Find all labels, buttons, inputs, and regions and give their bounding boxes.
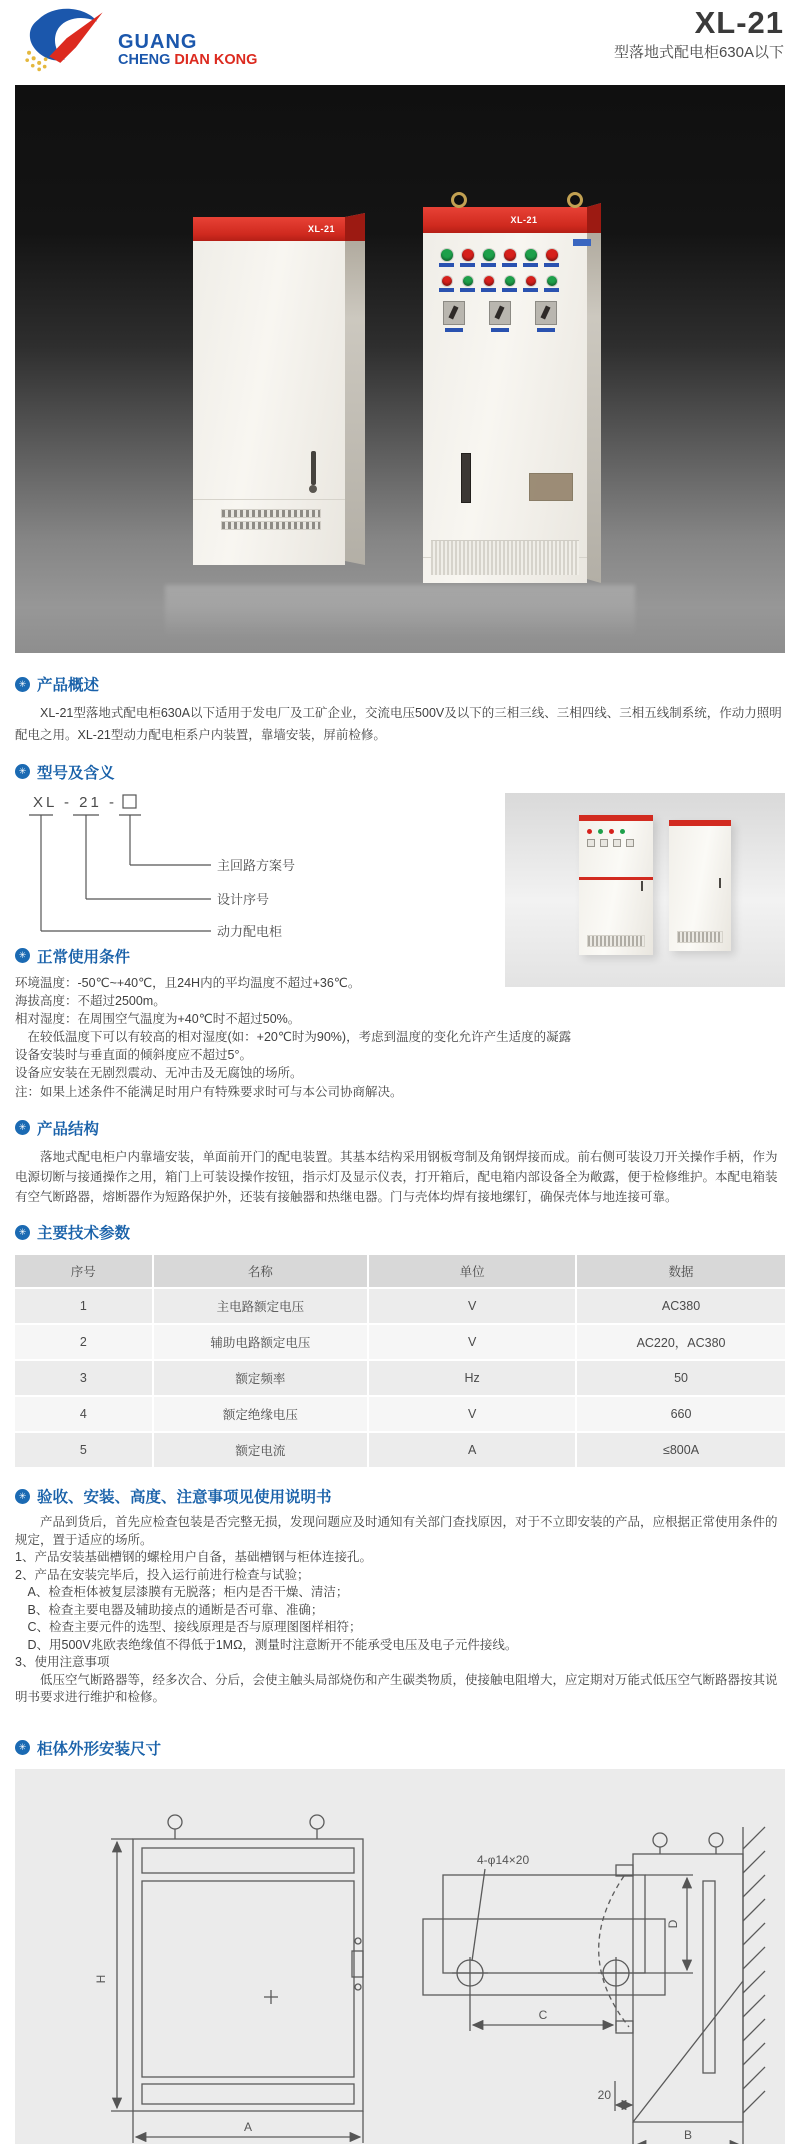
door-handle bbox=[311, 451, 316, 485]
table-cell: 2 bbox=[15, 1325, 154, 1359]
logo-mark bbox=[18, 4, 110, 74]
door-handle bbox=[461, 453, 471, 503]
dimension-drawing bbox=[15, 1769, 785, 2144]
control-panel bbox=[439, 249, 575, 332]
text-line: 2、产品在安装完毕后，投入运行前进行检查与试验； bbox=[15, 1567, 310, 1582]
dim-label-C: C bbox=[538, 2007, 548, 2022]
section-bullet-icon: ✳ bbox=[15, 1740, 30, 1755]
door-handle bbox=[719, 878, 721, 888]
green-indicator-button bbox=[481, 249, 496, 267]
table-cell: 主电路额定电压 bbox=[154, 1289, 370, 1323]
table-cell: 660 bbox=[577, 1397, 785, 1431]
door-handle bbox=[641, 881, 643, 891]
cabinet-side-face bbox=[587, 203, 601, 583]
table-cell: 辅助电路额定电压 bbox=[154, 1325, 370, 1359]
page-subtitle: 型落地式配电柜630A以下 bbox=[613, 44, 784, 62]
section-bullet-icon: ✳ bbox=[15, 948, 30, 963]
section-bullet-icon: ✳ bbox=[15, 1225, 30, 1240]
conditions-list bbox=[15, 974, 785, 1101]
model-designation-block bbox=[15, 787, 785, 939]
vent-grille bbox=[587, 935, 645, 947]
overview-text: XL-21型落地式配电柜630A以下适用于发电厂及工矿企业，交流电压500V及以下的三相三线、三相四线、三相五线制系统，作动力照明配电之用。XL-21型动力配电柜系户内装置，靠墙安装，屏前检修。 bbox=[15, 706, 782, 742]
section-title: 柜体外形安装尺寸 bbox=[37, 1740, 162, 1758]
section-title: 正常使用条件 bbox=[37, 948, 131, 966]
section-title: 验收、安装、高度、注意事项见使用说明书 bbox=[37, 1489, 332, 1507]
indicator-dots bbox=[587, 829, 625, 834]
column-header: 单位 bbox=[369, 1255, 577, 1287]
text-line: 3、使用注意事项 bbox=[15, 1655, 110, 1670]
cabinet-left bbox=[193, 213, 365, 565]
table-cell: 1 bbox=[15, 1289, 154, 1323]
text-line: A、检查柜体被复层漆膜有无脱落；柜内是否干燥、清洁； bbox=[15, 1585, 349, 1600]
section-acceptance bbox=[15, 1485, 785, 1707]
text-line: 海拔高度：不超过2500m。 bbox=[15, 993, 166, 1008]
logo-text bbox=[118, 32, 257, 74]
model-code-label: 主回路方案号 bbox=[217, 857, 296, 873]
logo-line2-red: DIAN KONG bbox=[174, 51, 258, 68]
text-line: 产品到货后，首先应检查包装是否完整无损，发现问题应及时通知有关部门查找原因，对于不立即安装的产品，应根据正常使用条件的规定，置于适应的场所。 bbox=[15, 1515, 778, 1547]
product-photo bbox=[15, 85, 785, 653]
selector-switch bbox=[489, 301, 511, 332]
text-line: 注：如果上述条件不能满足时用户有特殊要求时可与本公司协商解决。 bbox=[15, 1084, 403, 1099]
dim-label-D: D bbox=[666, 1919, 680, 1929]
section-dimensions bbox=[15, 1737, 785, 1759]
table-row bbox=[15, 1361, 785, 1395]
cabinet-model-label: XL-21 bbox=[307, 224, 335, 234]
dim-label-holes: 4-φ14×20 bbox=[477, 1852, 530, 1867]
red-indicator-button bbox=[481, 276, 496, 292]
vent-grille bbox=[221, 509, 321, 518]
table-cell: AC380 bbox=[577, 1289, 785, 1323]
model-code-label: 设计序号 bbox=[217, 891, 270, 907]
name-plate bbox=[529, 473, 573, 501]
vent-grille bbox=[431, 540, 579, 575]
green-indicator-button bbox=[439, 249, 454, 267]
section-title: 型号及含义 bbox=[37, 764, 115, 782]
lifting-eye bbox=[451, 192, 467, 208]
column-header: 数据 bbox=[577, 1255, 785, 1287]
logo-line2-blue: CHENG bbox=[118, 51, 171, 68]
table-cell: AC220，AC380 bbox=[577, 1325, 785, 1359]
table-cell: Hz bbox=[369, 1361, 577, 1395]
dim-label-H: H bbox=[94, 1974, 108, 1984]
table-cell: ≤800A bbox=[577, 1433, 785, 1467]
section-bullet-icon: ✳ bbox=[15, 764, 30, 779]
table-header-row bbox=[15, 1255, 785, 1287]
section-title: 产品结构 bbox=[37, 1120, 100, 1138]
text-line: 1、产品安装基础槽钢的螺栓用户自备，基础槽钢与柜体连接孔。 bbox=[15, 1550, 372, 1565]
model-code: XL - 21 - bbox=[33, 793, 117, 811]
vent-grille bbox=[221, 521, 321, 530]
cabinet-top-band bbox=[193, 217, 345, 241]
acceptance-list bbox=[15, 1514, 785, 1707]
table-cell: A bbox=[369, 1433, 577, 1467]
green-indicator-button bbox=[460, 276, 475, 292]
table-row bbox=[15, 1397, 785, 1431]
door-tag bbox=[573, 239, 591, 246]
table-row bbox=[15, 1289, 785, 1323]
model-code-label: 动力配电柜 bbox=[217, 923, 283, 939]
section-bullet-icon: ✳ bbox=[15, 677, 30, 692]
structure-text: 落地式配电柜户内靠墙安装，单面前开门的配电装置。其基本结构采用钢板弯制及角钢焊接而成。前右侧可装设刀开关操作手柄，作为电源切断与接通操作之用，箱门上可装设操作按钮，指示灯及显示仪表，打开箱后，配电箱内部设备全为敞露，便于检修维护。本配电箱装有空气断路器，熔断器作为短路保护外，还装有接触器和热继电器。门与壳体均焊有接地缧钉，确保壳体与地连接可靠。 bbox=[15, 1149, 778, 1205]
top-view bbox=[423, 1869, 693, 2031]
section-parameters bbox=[15, 1221, 785, 1243]
text-line: D、用500V兆欧表绝缘值不得低于1MΩ，测量时注意断开不能承受电压及电子元件接线。 bbox=[15, 1637, 518, 1652]
green-indicator-button bbox=[523, 249, 538, 267]
text-line: C、检查主要元件的选型、接线原理是否与原理图图样相符； bbox=[15, 1620, 362, 1635]
dim-label-20: 20 bbox=[597, 2087, 611, 2102]
text-line: 设备安装时与垂直面的倾斜度应不超过5°。 bbox=[15, 1048, 252, 1063]
table-row bbox=[15, 1433, 785, 1467]
green-indicator-button bbox=[544, 276, 559, 292]
cabinet-side-face bbox=[345, 213, 365, 565]
red-indicator-button bbox=[544, 249, 559, 267]
section-structure bbox=[15, 1117, 785, 1208]
mini-cabinet bbox=[669, 820, 731, 951]
mini-cabinet bbox=[579, 815, 653, 955]
floor-reflection bbox=[165, 585, 635, 639]
table-cell: 50 bbox=[577, 1361, 785, 1395]
logo-line1: GUANG bbox=[118, 30, 198, 53]
table-cell: V bbox=[369, 1325, 577, 1359]
red-indicator-button bbox=[439, 276, 454, 292]
company-logo bbox=[18, 4, 257, 74]
vent-grille bbox=[677, 931, 723, 943]
text-line: 环境温度：-50℃~+40℃，且24H内的平均温度不超过+36℃。 bbox=[15, 975, 361, 990]
table-cell: 额定频率 bbox=[154, 1361, 370, 1395]
column-header: 序号 bbox=[15, 1255, 154, 1287]
text-line: 在较低温度下可以有较高的相对湿度(如：+20℃时为90%)，考虑到温度的变化允许产生适度的凝露 bbox=[15, 1030, 572, 1045]
lifting-eye bbox=[567, 192, 583, 208]
selector-switch bbox=[443, 301, 465, 332]
text-line: 相对湿度：在周围空气温度为+40℃时不超过50%。 bbox=[15, 1012, 301, 1026]
table-cell: 额定电流 bbox=[154, 1433, 370, 1467]
cabinet-right bbox=[423, 203, 601, 583]
cabinet-top-band bbox=[423, 207, 587, 233]
header bbox=[0, 0, 800, 85]
red-indicator-button bbox=[523, 276, 538, 292]
table-row bbox=[15, 1325, 785, 1359]
front-view bbox=[111, 1815, 363, 2143]
text-line: 低压空气断路器等，经多次合、分后，会使主触头局部烧伤和产生碳类物质，使接触电阻增大，应定期对万能式低压空气断路器按其说明书要求进行维护和检修。 bbox=[15, 1672, 778, 1705]
dim-label-B: B bbox=[683, 2127, 693, 2142]
table-cell: 3 bbox=[15, 1361, 154, 1395]
table-cell: 额定绝缘电压 bbox=[154, 1397, 370, 1431]
selector-switch bbox=[535, 301, 557, 332]
text-line: B、检查主要电器及辅助接点的通断是否可靠、准确； bbox=[15, 1602, 324, 1617]
cabinet-model-label: XL-21 bbox=[510, 215, 538, 225]
table-cell: V bbox=[369, 1397, 577, 1431]
table-cell: V bbox=[369, 1289, 577, 1323]
section-bullet-icon: ✳ bbox=[15, 1120, 30, 1135]
section-title: 产品概述 bbox=[37, 677, 100, 694]
red-indicator-button bbox=[502, 249, 517, 267]
page-title: XL-21 bbox=[694, 5, 784, 40]
section-model-meaning bbox=[15, 761, 785, 783]
column-header: 名称 bbox=[154, 1255, 370, 1287]
section-bullet-icon: ✳ bbox=[15, 1489, 30, 1504]
small-product-photo bbox=[505, 793, 785, 987]
text-line: 设备应安装在无剧烈震动、无冲击及无腐蚀的场所。 bbox=[15, 1066, 303, 1081]
table-cell: 5 bbox=[15, 1433, 154, 1467]
section-overview bbox=[15, 673, 785, 747]
dim-label-A: A bbox=[243, 2119, 253, 2134]
green-indicator-button bbox=[502, 276, 517, 292]
section-title: 主要技术参数 bbox=[37, 1225, 131, 1243]
table-cell: 4 bbox=[15, 1397, 154, 1431]
red-indicator-button bbox=[460, 249, 475, 267]
parameters-table bbox=[15, 1253, 785, 1469]
